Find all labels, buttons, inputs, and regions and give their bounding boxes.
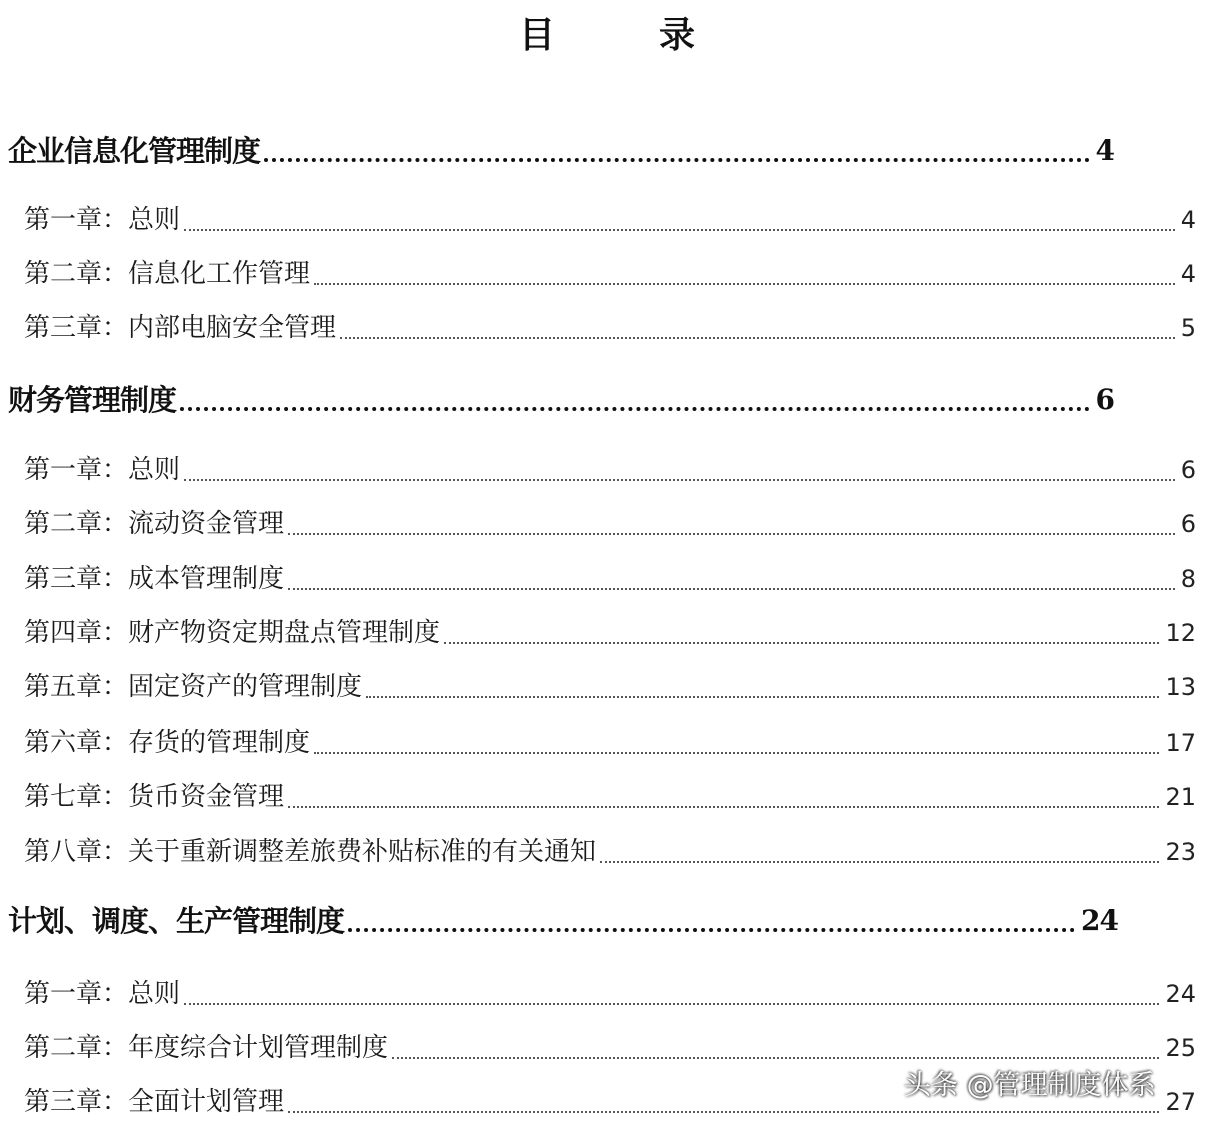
dot-leader — [314, 752, 1159, 754]
section-page-number: 4 — [1095, 134, 1114, 167]
chapter-page-number: 8 — [1180, 565, 1196, 593]
dot-leader — [184, 479, 1175, 481]
toc-chapter[interactable] — [24, 1031, 1196, 1065]
dot-leader — [444, 642, 1159, 644]
section-title: 企业信息化管理制度 — [8, 134, 261, 168]
toc-title: 目 录 — [518, 14, 729, 56]
toc-section-2[interactable] — [8, 382, 1114, 418]
toc-chapter[interactable] — [24, 311, 1196, 345]
section-page-number: 24 — [1081, 904, 1118, 937]
dot-leader — [288, 806, 1159, 808]
toc-chapter[interactable] — [24, 616, 1196, 650]
chapter-title: 第一章：总则 — [24, 979, 181, 1009]
dot-leader — [180, 407, 1090, 411]
section-title: 财务管理制度 — [8, 383, 177, 417]
chapter-title: 第三章：内部电脑安全管理 — [24, 313, 337, 343]
toc-section-3[interactable] — [8, 903, 1118, 939]
dot-leader — [314, 283, 1175, 285]
chapter-title: 第七章：货币资金管理 — [24, 782, 285, 812]
toc-chapter[interactable] — [24, 977, 1196, 1011]
dot-leader — [288, 1111, 1159, 1113]
chapter-title: 第五章：固定资产的管理制度 — [24, 672, 363, 702]
toc-chapter[interactable] — [24, 670, 1196, 704]
toc-chapter[interactable] — [24, 453, 1196, 487]
chapter-page-number: 24 — [1165, 980, 1196, 1008]
chapter-page-number: 6 — [1180, 456, 1196, 484]
dot-leader — [340, 337, 1175, 339]
chapter-title: 第三章：成本管理制度 — [24, 564, 285, 594]
dot-leader — [392, 1057, 1159, 1059]
chapter-title: 第四章：财产物资定期盘点管理制度 — [24, 618, 441, 648]
chapter-page-number: 21 — [1165, 783, 1196, 811]
chapter-page-number: 23 — [1165, 838, 1196, 866]
chapter-page-number: 4 — [1180, 206, 1196, 234]
chapter-title: 第二章：信息化工作管理 — [24, 259, 311, 289]
toc-chapter[interactable] — [24, 257, 1196, 291]
chapter-page-number: 17 — [1165, 729, 1196, 757]
toc-chapter[interactable] — [24, 726, 1196, 760]
chapter-page-number: 6 — [1180, 510, 1196, 538]
chapter-title: 第二章：流动资金管理 — [24, 509, 285, 539]
section-title: 计划、调度、生产管理制度 — [8, 904, 345, 938]
chapter-page-number: 12 — [1165, 619, 1196, 647]
toc-chapter[interactable] — [24, 507, 1196, 541]
toc-chapter[interactable] — [24, 562, 1196, 596]
dot-leader — [288, 533, 1175, 535]
chapter-title: 第二章：年度综合计划管理制度 — [24, 1033, 389, 1063]
chapter-page-number: 5 — [1180, 314, 1196, 342]
dot-leader — [264, 158, 1090, 162]
chapter-page-number: 13 — [1165, 673, 1196, 701]
toc-section-1[interactable] — [8, 133, 1114, 169]
chapter-title: 第六章：存货的管理制度 — [24, 728, 311, 758]
chapter-page-number: 4 — [1180, 260, 1196, 288]
dot-leader — [366, 696, 1159, 698]
dot-leader — [184, 1003, 1159, 1005]
chapter-title: 第一章：总则 — [24, 205, 181, 235]
dot-leader — [600, 861, 1159, 863]
watermark-text: 头条 @管理制度体系 — [904, 1070, 1156, 1101]
chapter-page-number: 27 — [1165, 1088, 1196, 1116]
chapter-page-number: 25 — [1165, 1034, 1196, 1062]
toc-chapter[interactable] — [24, 203, 1196, 237]
toc-chapter[interactable] — [24, 835, 1196, 869]
chapter-title: 第八章：关于重新调整差旅费补贴标准的有关通知 — [24, 837, 597, 867]
chapter-title: 第一章：总则 — [24, 455, 181, 485]
chapter-title: 第三章：全面计划管理 — [24, 1087, 285, 1117]
section-page-number: 6 — [1095, 383, 1114, 416]
toc-chapter[interactable] — [24, 780, 1196, 814]
dot-leader — [184, 229, 1175, 231]
dot-leader — [348, 928, 1075, 932]
dot-leader — [288, 588, 1175, 590]
